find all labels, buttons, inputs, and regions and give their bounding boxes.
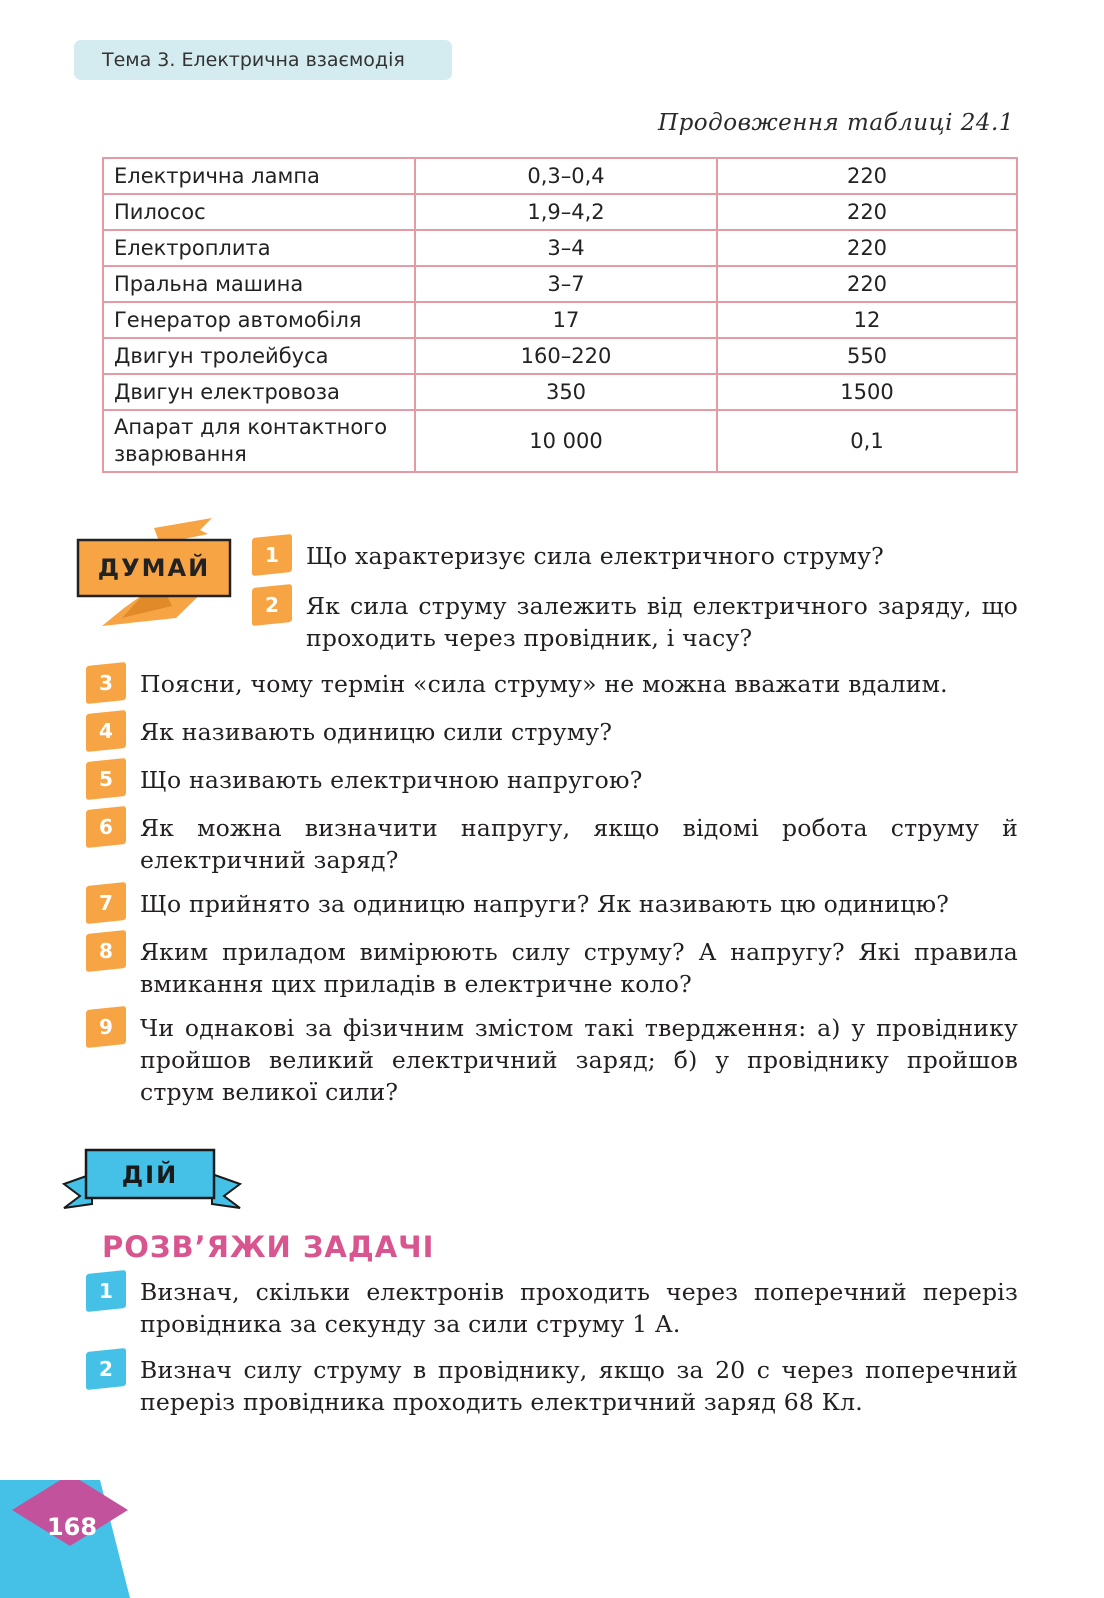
table-cell: 220 (717, 266, 1017, 302)
table-row (103, 230, 1017, 266)
table-cell: 3–7 (415, 266, 717, 302)
act-ribbon-badge (62, 1148, 242, 1218)
question-item: Що називають електричною напругою? (140, 766, 643, 794)
question-number-badge: 8 (86, 930, 126, 972)
table-row (103, 374, 1017, 410)
table-row (103, 194, 1017, 230)
question-item: Як сила струму залежить від електричного заряду, що проходить через провідник, і часу? (306, 592, 1018, 652)
table-cell: Двигун тролейбуса (103, 338, 415, 374)
think-badge-label: ДУМАЙ (97, 554, 211, 582)
table-cell: 1500 (717, 374, 1017, 410)
question-item: Як можна визначити напругу, якщо відомі робота струму й електричний заряд? (140, 814, 1018, 874)
table-cell: 160–220 (415, 338, 717, 374)
table-cell: Апарат для контактного зварювання (103, 410, 415, 472)
table-cell: 0,3–0,4 (415, 158, 717, 194)
table-row (103, 338, 1017, 374)
table-caption: Продовження таблиці 24.1 (658, 110, 1014, 136)
table-cell: 17 (415, 302, 717, 338)
question-item: Поясни, чому термін «сила струму» не можна вважати вдалим. (140, 670, 948, 698)
table-cell: Генератор автомобіля (103, 302, 415, 338)
task-number-badge: 2 (86, 1348, 126, 1390)
task-item: Визнач, скільки електронів проходить через поперечний переріз провідника за секунду за сили струму 1 А. (140, 1278, 1018, 1338)
table-cell: 1,9–4,2 (415, 194, 717, 230)
topic-header (74, 40, 452, 80)
question-item: Як називають одиницю сили струму? (140, 718, 613, 746)
table-cell: 10 000 (415, 410, 717, 472)
table-cell: Пральна машина (103, 266, 415, 302)
table-row (103, 410, 1017, 472)
question-item: Чи однакові за фізичним змістом такі твердження: а) у провіднику пройшов великий електричний заряд; б) у провіднику пройшов струм великої сили? (140, 1014, 1018, 1106)
table-cell: 220 (717, 230, 1017, 266)
table-row (103, 266, 1017, 302)
question-number-badge: 5 (86, 758, 126, 800)
table-cell: 220 (717, 194, 1017, 230)
question-number-badge: 2 (252, 584, 292, 626)
question-number-badge: 1 (252, 534, 292, 576)
data-table (102, 157, 1018, 473)
table-cell: 12 (717, 302, 1017, 338)
question-number-badge: 6 (86, 806, 126, 848)
question-item: Що прийнято за одиницю напруги? Як називають цю одиницю? (140, 890, 950, 918)
table-cell: 3–4 (415, 230, 717, 266)
question-item: Яким приладом вимірюють силу струму? А напругу? Які правила вмикання цих приладів в електричне коло? (140, 938, 1018, 998)
table-cell: Електроплита (103, 230, 415, 266)
question-number-badge: 4 (86, 710, 126, 752)
table-cell: 220 (717, 158, 1017, 194)
table-cell: 0,1 (717, 410, 1017, 472)
task-item: Визнач силу струму в провіднику, якщо за 20 с через поперечний переріз провідника проходить електричний заряд 68 Кл. (140, 1356, 1018, 1416)
table-row (103, 158, 1017, 194)
question-number-badge: 9 (86, 1006, 126, 1048)
question-item: Що характеризує сила електричного струму? (306, 542, 884, 570)
question-number-badge: 3 (86, 662, 126, 704)
question-number-badge: 7 (86, 882, 126, 924)
table-cell: Електрична лампа (103, 158, 415, 194)
table-cell: Пилосос (103, 194, 415, 230)
think-ribbon-badge (72, 518, 242, 638)
table-cell: 350 (415, 374, 717, 410)
topic-header-label: Тема 3. Електрична взаємодія (102, 49, 405, 71)
table-row (103, 302, 1017, 338)
act-badge-label: ДІЙ (121, 1161, 179, 1189)
table-cell: Двигун електровоза (103, 374, 415, 410)
table-cell: 550 (717, 338, 1017, 374)
page-number: 168 (46, 1513, 98, 1541)
section-title: РОЗВ’ЯЖИ ЗАДАЧІ (102, 1230, 435, 1264)
task-number-badge: 1 (86, 1270, 126, 1312)
